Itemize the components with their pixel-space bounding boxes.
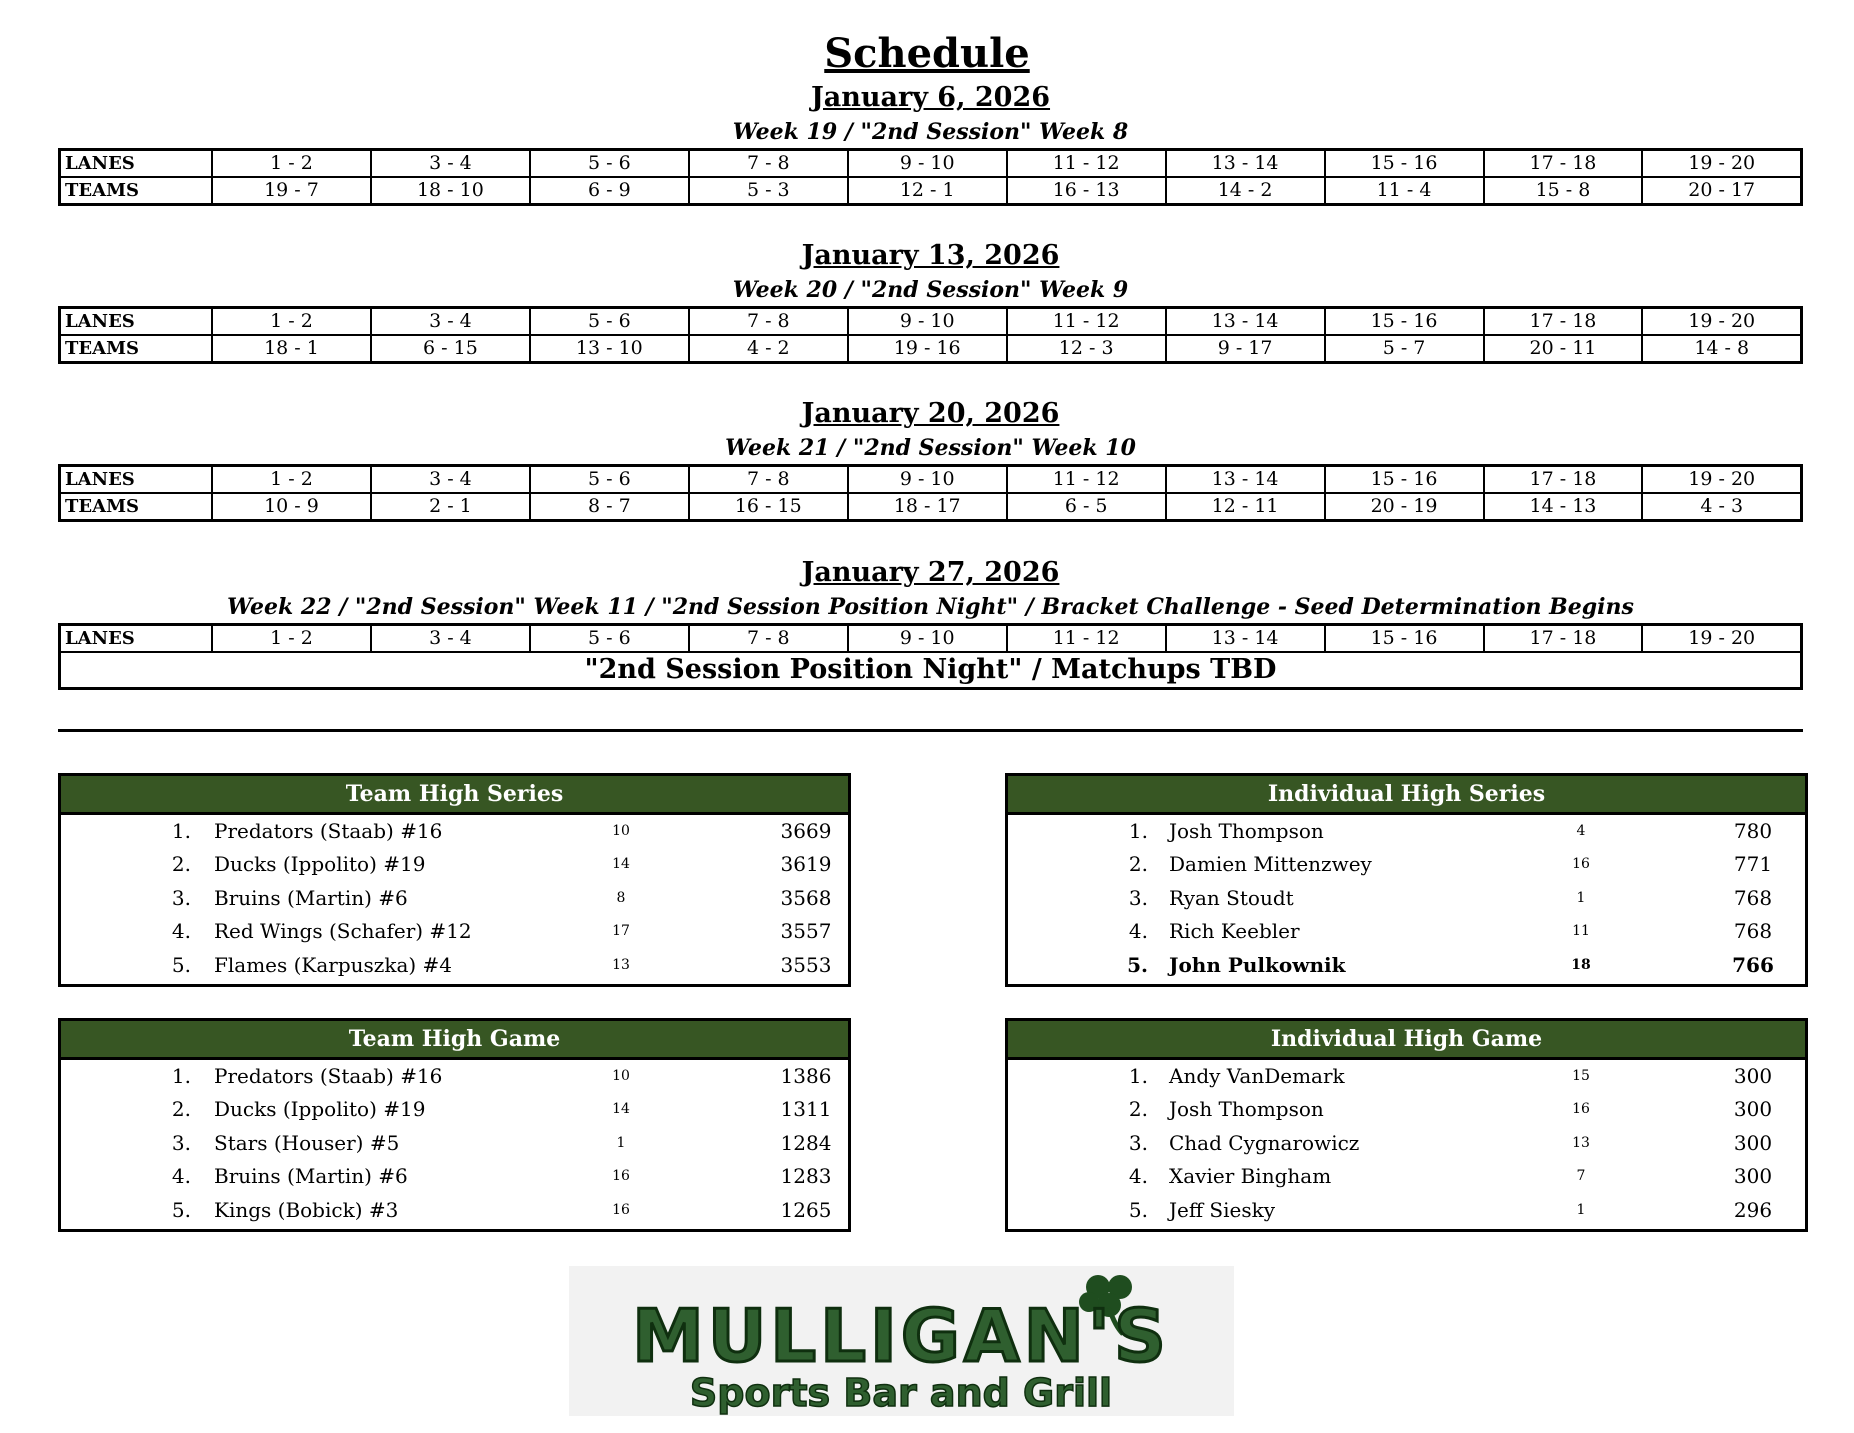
team-number: 16 (1572, 856, 1590, 873)
rank: 4. (171, 919, 191, 944)
week-block (58, 238, 1803, 364)
row-label-lanes: LANES (60, 466, 213, 494)
score: 3669 (780, 819, 832, 843)
matchup-cell: 19 - 7 (212, 177, 371, 205)
rank: 3. (171, 1130, 191, 1155)
score: 768 (1733, 919, 1773, 944)
bowler-name: Josh Thompson (1169, 819, 1324, 843)
week-date: January 6, 2026 (810, 82, 1051, 113)
bowler-name: Stars (Houser) #5 (214, 1130, 400, 1155)
matchup-cell: 12 - 3 (1007, 335, 1166, 363)
week-date: January 20, 2026 (801, 398, 1060, 429)
bowler-name: Rich Keebler (1169, 919, 1300, 944)
leaderboard-row (61, 882, 848, 915)
matchup-cell: 11 - 4 (1325, 177, 1484, 205)
team-number: 17 (612, 923, 630, 940)
leaderboard-row (61, 1127, 848, 1160)
lanes-row (60, 150, 1802, 178)
position-night-banner: "2nd Session Position Night" / Matchups TBD (60, 652, 1802, 689)
lane-cell: 1 - 2 (212, 308, 371, 336)
matchup-cell: 14 - 13 (1484, 493, 1643, 521)
lane-cell: 13 - 14 (1166, 308, 1325, 336)
bowler-name: Predators (Staab) #16 (214, 1064, 443, 1088)
bowler-name: Ryan Stoudt (1169, 885, 1294, 910)
rank: 5. (1128, 1197, 1148, 1222)
matchup-cell: 8 - 7 (530, 493, 689, 521)
bowler-name: Predators (Staab) #16 (214, 819, 443, 843)
leaderboard-row (1008, 915, 1805, 948)
lane-cell: 9 - 10 (848, 466, 1007, 494)
lane-cell: 17 - 18 (1484, 466, 1643, 494)
score: 1283 (780, 1164, 832, 1189)
bowler-name: Red Wings (Schafer) #12 (214, 919, 472, 944)
week-block (58, 396, 1803, 522)
matchup-cell: 12 - 1 (848, 177, 1007, 205)
lane-cell: 5 - 6 (530, 150, 689, 178)
lane-cell: 15 - 16 (1325, 150, 1484, 178)
score: 1311 (780, 1097, 832, 1122)
leaderboard-row (1008, 949, 1805, 982)
lanes-row (60, 308, 1802, 336)
rank: 1. (171, 1064, 191, 1088)
leaderboard-row (61, 815, 848, 848)
leaderboard-title: Individual High Game (1008, 1021, 1805, 1060)
matchup-cell: 5 - 3 (689, 177, 848, 205)
bowler-name: Chad Cygnarowicz (1169, 1130, 1360, 1155)
team-number: 1 (1576, 889, 1586, 906)
team-number: 1 (616, 1134, 626, 1151)
leaderboard-row (61, 949, 848, 982)
lane-cell: 19 - 20 (1642, 625, 1801, 653)
score: 1284 (780, 1130, 832, 1155)
score: 771 (1733, 852, 1773, 877)
lane-cell: 1 - 2 (212, 625, 371, 653)
score: 1265 (780, 1197, 832, 1222)
matchup-cell: 5 - 7 (1325, 335, 1484, 363)
bowler-name: Jeff Siesky (1169, 1197, 1276, 1222)
matchup-cell: 6 - 9 (530, 177, 689, 205)
team-number: 14 (612, 1101, 630, 1118)
rank: 1. (1128, 1064, 1148, 1088)
week-subtitle: Week 22 / "2nd Session" Week 11 / "2nd Session Position Night" / Bracket Challenge - Seed Determination Begins (227, 594, 1634, 620)
team-number: 18 (1571, 956, 1591, 973)
score: 300 (1733, 1097, 1773, 1122)
leaderboard-row (1008, 1194, 1805, 1227)
lane-cell: 5 - 6 (530, 625, 689, 653)
lane-cell: 15 - 16 (1325, 308, 1484, 336)
leaderboard-team-high-series (58, 773, 851, 987)
leaderboard-row (1008, 882, 1805, 915)
score: 296 (1733, 1197, 1773, 1222)
banner-row (60, 652, 1802, 689)
matchup-cell: 18 - 10 (371, 177, 530, 205)
lane-cell: 13 - 14 (1166, 150, 1325, 178)
rank: 4. (171, 1164, 191, 1189)
row-label-lanes: LANES (60, 308, 213, 336)
schedule-table (58, 464, 1803, 522)
week-subtitle: Week 20 / "2nd Session" Week 9 (732, 277, 1129, 303)
lanes-row (60, 625, 1802, 653)
logo-graphic (569, 1266, 1234, 1416)
team-number: 13 (1572, 1134, 1590, 1151)
leaderboard-row (61, 848, 848, 881)
bowler-name: John Pulkownik (1169, 952, 1346, 977)
matchup-cell: 6 - 5 (1007, 493, 1166, 521)
leaderboard-row (1008, 1060, 1805, 1093)
matchup-cell: 20 - 11 (1484, 335, 1643, 363)
lane-cell: 5 - 6 (530, 308, 689, 336)
matchup-cell: 19 - 16 (848, 335, 1007, 363)
score: 768 (1733, 885, 1773, 910)
matchup-cell: 12 - 11 (1166, 493, 1325, 521)
bowler-name: Bruins (Martin) #6 (214, 1164, 408, 1189)
matchup-cell: 20 - 17 (1642, 177, 1801, 205)
matchup-cell: 18 - 1 (212, 335, 371, 363)
lanes-row (60, 466, 1802, 494)
mulligans-logo (569, 1266, 1234, 1416)
lane-cell: 9 - 10 (848, 625, 1007, 653)
rank: 2. (171, 1097, 191, 1122)
rank: 5. (171, 1197, 191, 1222)
matchup-cell: 14 - 8 (1642, 335, 1801, 363)
lane-cell: 7 - 8 (689, 466, 848, 494)
team-number: 10 (612, 823, 630, 839)
team-number: 16 (612, 1201, 630, 1218)
lane-cell: 13 - 14 (1166, 625, 1325, 653)
matchup-cell: 20 - 19 (1325, 493, 1484, 521)
week-date: January 27, 2026 (801, 557, 1060, 588)
matchup-cell: 2 - 1 (371, 493, 530, 521)
schedule-table (58, 623, 1803, 690)
bowler-name: Damien Mittenzwey (1169, 852, 1372, 877)
leaderboard-individual-high-game (1005, 1018, 1808, 1232)
matchup-cell: 14 - 2 (1166, 177, 1325, 205)
leaderboard-row (61, 1194, 848, 1227)
score: 3619 (780, 852, 832, 877)
lane-cell: 1 - 2 (212, 466, 371, 494)
lane-cell: 9 - 10 (848, 308, 1007, 336)
lane-cell: 19 - 20 (1642, 308, 1801, 336)
leaderboard-team-high-game (58, 1018, 851, 1232)
matchup-cell: 16 - 13 (1007, 177, 1166, 205)
rank: 4. (1128, 1164, 1148, 1189)
matchup-cell: 4 - 2 (689, 335, 848, 363)
week-date: January 13, 2026 (801, 240, 1060, 271)
lane-cell: 11 - 12 (1007, 308, 1166, 336)
teams-row (60, 335, 1802, 363)
leaderboard-row (1008, 815, 1805, 848)
score: 766 (1732, 952, 1774, 977)
lane-cell: 19 - 20 (1642, 150, 1801, 178)
lane-cell: 3 - 4 (371, 150, 530, 178)
leaderboard-row (1008, 1093, 1805, 1126)
bowler-name: Ducks (Ippolito) #19 (214, 1097, 426, 1122)
rank: 5. (1127, 952, 1148, 977)
leaderboard-row (1008, 848, 1805, 881)
lane-cell: 1 - 2 (212, 150, 371, 178)
week-subtitle: Week 21 / "2nd Session" Week 10 (725, 435, 1136, 461)
lane-cell: 15 - 16 (1325, 625, 1484, 653)
leaderboard-title: Team High Series (61, 776, 848, 815)
bowler-name: Kings (Bobick) #3 (214, 1197, 399, 1222)
score: 3553 (780, 952, 832, 977)
rank: 3. (1128, 1130, 1148, 1155)
lane-cell: 7 - 8 (689, 625, 848, 653)
rank: 5. (171, 952, 191, 977)
rank: 2. (1128, 1097, 1148, 1122)
score: 300 (1733, 1064, 1773, 1088)
lane-cell: 11 - 12 (1007, 625, 1166, 653)
matchup-cell: 15 - 8 (1484, 177, 1643, 205)
rank: 2. (1128, 852, 1148, 877)
lane-cell: 17 - 18 (1484, 308, 1643, 336)
matchup-cell: 4 - 3 (1642, 493, 1801, 521)
schedule-table (58, 148, 1803, 206)
rank: 1. (1128, 819, 1148, 843)
score: 780 (1733, 819, 1773, 843)
leaderboard-row (61, 1060, 848, 1093)
rank: 4. (1128, 919, 1148, 944)
matchup-cell: 16 - 15 (689, 493, 848, 521)
week-block (58, 80, 1803, 206)
matchup-cell: 18 - 17 (848, 493, 1007, 521)
team-number: 10 (612, 1068, 630, 1084)
rank: 3. (171, 885, 191, 910)
bowler-name: Flames (Karpuszka) #4 (214, 952, 453, 977)
schedule-table (58, 306, 1803, 364)
leaderboard-individual-high-series (1005, 773, 1808, 987)
rank: 3. (1128, 885, 1148, 910)
row-label-teams: TEAMS (60, 335, 213, 363)
rank: 2. (171, 852, 191, 877)
lane-cell: 17 - 18 (1484, 625, 1643, 653)
lane-cell: 7 - 8 (689, 150, 848, 178)
teams-row (60, 177, 1802, 205)
team-number: 14 (612, 856, 630, 873)
lane-cell: 19 - 20 (1642, 466, 1801, 494)
lane-cell: 3 - 4 (371, 466, 530, 494)
row-label-teams: TEAMS (60, 177, 213, 205)
bowler-name: Ducks (Ippolito) #19 (214, 852, 426, 877)
section-divider (58, 729, 1803, 732)
bowler-name: Andy VanDemark (1169, 1064, 1345, 1088)
team-number: 1 (1576, 1201, 1586, 1218)
lane-cell: 11 - 12 (1007, 466, 1166, 494)
row-label-teams: TEAMS (60, 493, 213, 521)
lane-cell: 5 - 6 (530, 466, 689, 494)
bowler-name: Josh Thompson (1169, 1097, 1324, 1122)
score: 3568 (780, 885, 832, 910)
leaderboard-row (61, 915, 848, 948)
row-label-lanes: LANES (60, 625, 213, 653)
team-number: 4 (1576, 823, 1586, 839)
team-number: 11 (1572, 923, 1590, 940)
lane-cell: 17 - 18 (1484, 150, 1643, 178)
lane-cell: 9 - 10 (848, 150, 1007, 178)
matchup-cell: 9 - 17 (1166, 335, 1325, 363)
team-number: 13 (612, 956, 630, 973)
logo-tagline: Sports Bar and Grill (689, 1371, 1113, 1415)
lane-cell: 11 - 12 (1007, 150, 1166, 178)
lane-cell: 7 - 8 (689, 308, 848, 336)
lane-cell: 15 - 16 (1325, 466, 1484, 494)
lane-cell: 13 - 14 (1166, 466, 1325, 494)
lane-cell: 3 - 4 (371, 308, 530, 336)
score: 300 (1733, 1164, 1773, 1189)
matchup-cell: 10 - 9 (212, 493, 371, 521)
leaderboard-title: Team High Game (61, 1021, 848, 1060)
week-block (58, 555, 1803, 690)
week-subtitle: Week 19 / "2nd Session" Week 8 (732, 119, 1129, 145)
matchup-cell: 13 - 10 (530, 335, 689, 363)
team-number: 16 (612, 1168, 630, 1185)
leaderboard-row (1008, 1160, 1805, 1193)
teams-row (60, 493, 1802, 521)
logo-name: MULLIGAN'S (632, 1294, 1170, 1378)
matchup-cell: 6 - 15 (371, 335, 530, 363)
score: 300 (1733, 1130, 1773, 1155)
score: 1386 (780, 1064, 832, 1088)
leaderboard-row (1008, 1127, 1805, 1160)
bowler-name: Xavier Bingham (1169, 1164, 1332, 1189)
bowler-name: Bruins (Martin) #6 (214, 885, 408, 910)
rank: 1. (171, 819, 191, 843)
leaderboard-row (61, 1093, 848, 1126)
team-number: 7 (1576, 1168, 1586, 1185)
row-label-lanes: LANES (60, 150, 213, 178)
team-number: 8 (616, 889, 626, 906)
leaderboard-row (61, 1160, 848, 1193)
team-number: 16 (1572, 1101, 1590, 1118)
team-number: 15 (1572, 1068, 1590, 1084)
leaderboard-title: Individual High Series (1008, 776, 1805, 815)
lane-cell: 3 - 4 (371, 625, 530, 653)
page-title: Schedule (824, 30, 1030, 77)
score: 3557 (780, 919, 832, 944)
